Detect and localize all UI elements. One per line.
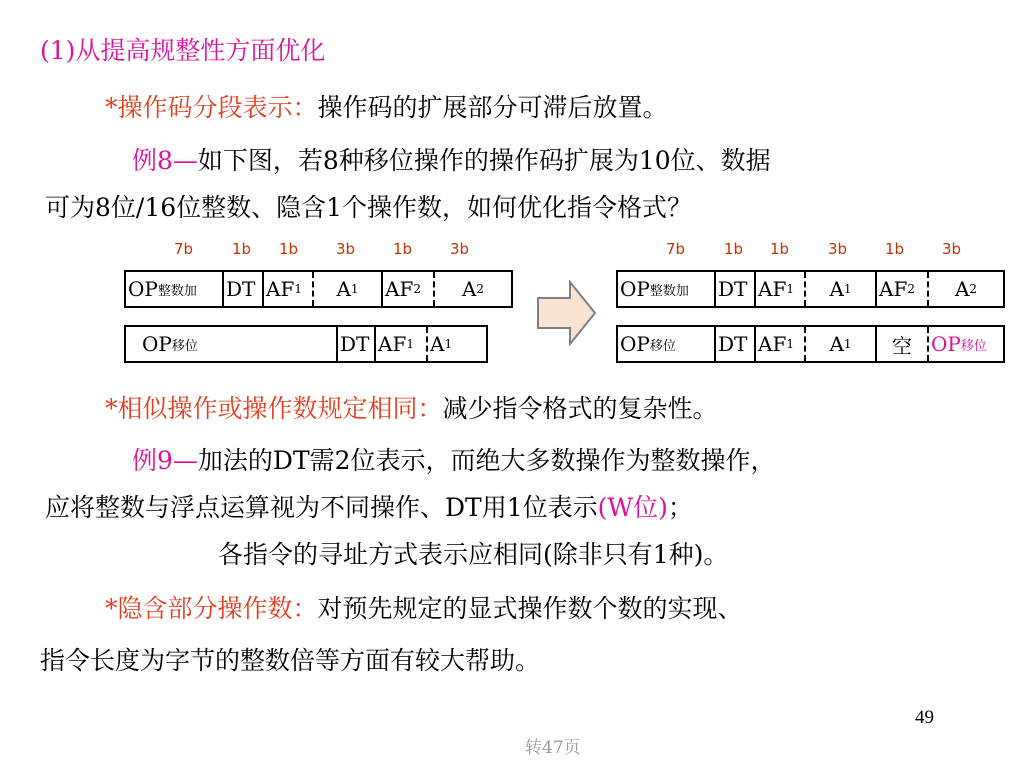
bits-label: 3b — [828, 240, 848, 258]
a1-field: A 1 — [806, 327, 877, 361]
bits-label: 7b — [174, 240, 194, 258]
op-shift-field: OP 移位 — [931, 332, 987, 356]
af1-field: AF 1 — [756, 327, 806, 361]
slide-heading: (1)从提高规整性方面优化 — [40, 36, 326, 65]
example8-line2: 可为8位/16位整数、隐含1个操作数，如何优化指令格式？ — [45, 193, 693, 222]
bits-label: 3b — [450, 240, 470, 258]
format-box-shift-after — [616, 325, 1005, 363]
example-label: 例8— — [132, 146, 198, 175]
a2-field: A 2 — [461, 277, 485, 301]
bits-label: 7b — [666, 240, 686, 258]
bits-label: 1b — [279, 240, 299, 258]
example-text: 如下图，若8种移位操作的操作码扩展为10位、数据 — [197, 146, 771, 175]
a1-field: A 1 — [430, 332, 453, 356]
example9-line2: 应将整数与浮点运算视为不同操作、DT用1位表示(W位)； — [45, 493, 693, 522]
dt-field: DT — [716, 327, 756, 361]
item-label: *隐含部分操作数： — [105, 594, 318, 623]
empty-field: 空 — [877, 327, 929, 361]
right-arrow-icon — [536, 280, 598, 346]
bits-label: 1b — [770, 240, 790, 258]
item-similar-operations — [105, 394, 718, 424]
item3-line2: 指令长度为字节的整数倍等方面有较大帮助。 — [40, 646, 541, 675]
a2-field: A 2 — [954, 277, 978, 301]
bits-label: 1b — [232, 240, 252, 258]
footer-link[interactable]: 转47页 — [525, 738, 581, 758]
dt-field: DT — [224, 272, 264, 306]
item-text: 对预先规定的显式操作数个数的实现、 — [317, 594, 743, 623]
op-field: OP 移位 — [618, 327, 716, 361]
format-box-shift-before — [124, 325, 488, 363]
item-text: 减少指令格式的复杂性。 — [442, 394, 718, 423]
example-text: 加法的DT需2位表示，而绝大多数操作为整数操作， — [197, 446, 776, 475]
af1-field: AF 1 — [264, 272, 314, 306]
bits-label: 3b — [942, 240, 962, 258]
af2-field: AF 2 — [383, 272, 435, 306]
page-number: 49 — [915, 707, 934, 728]
item-operation-code-segment — [105, 93, 668, 123]
af1-field: AF 1 — [756, 272, 806, 306]
a1-field: A 1 — [314, 272, 383, 306]
op-field: OP 整数加 — [618, 272, 716, 306]
op-field: OP 移位 — [126, 327, 338, 361]
item-label: *操作码分段表示： — [105, 93, 318, 122]
format-box-add-after — [616, 270, 1005, 308]
bits-label: 3b — [336, 240, 356, 258]
bits-label: 1b — [885, 240, 905, 258]
op-field: OP 整数加 — [126, 272, 224, 306]
af2-field: AF 2 — [877, 272, 929, 306]
bits-label: 1b — [393, 240, 413, 258]
item-text: 操作码的扩展部分可滞后放置。 — [317, 93, 668, 122]
item-label: *相似操作或操作数规定相同： — [105, 394, 443, 423]
example9-line3: 各指令的寻址方式表示应相同(除非只有1种)。 — [218, 540, 729, 569]
format-box-add-before — [124, 270, 513, 308]
bits-label: 1b — [724, 240, 744, 258]
example-label: 例9— — [132, 446, 198, 475]
item-implied-operands — [105, 594, 743, 624]
a1-field: A 1 — [806, 272, 877, 306]
af1-field: AF 1 — [376, 327, 428, 361]
w-bit-label: (W位) — [597, 493, 668, 522]
example8-line1 — [132, 146, 771, 176]
dt-field: DT — [338, 327, 376, 361]
example9-line1 — [132, 446, 776, 476]
dt-field: DT — [716, 272, 756, 306]
